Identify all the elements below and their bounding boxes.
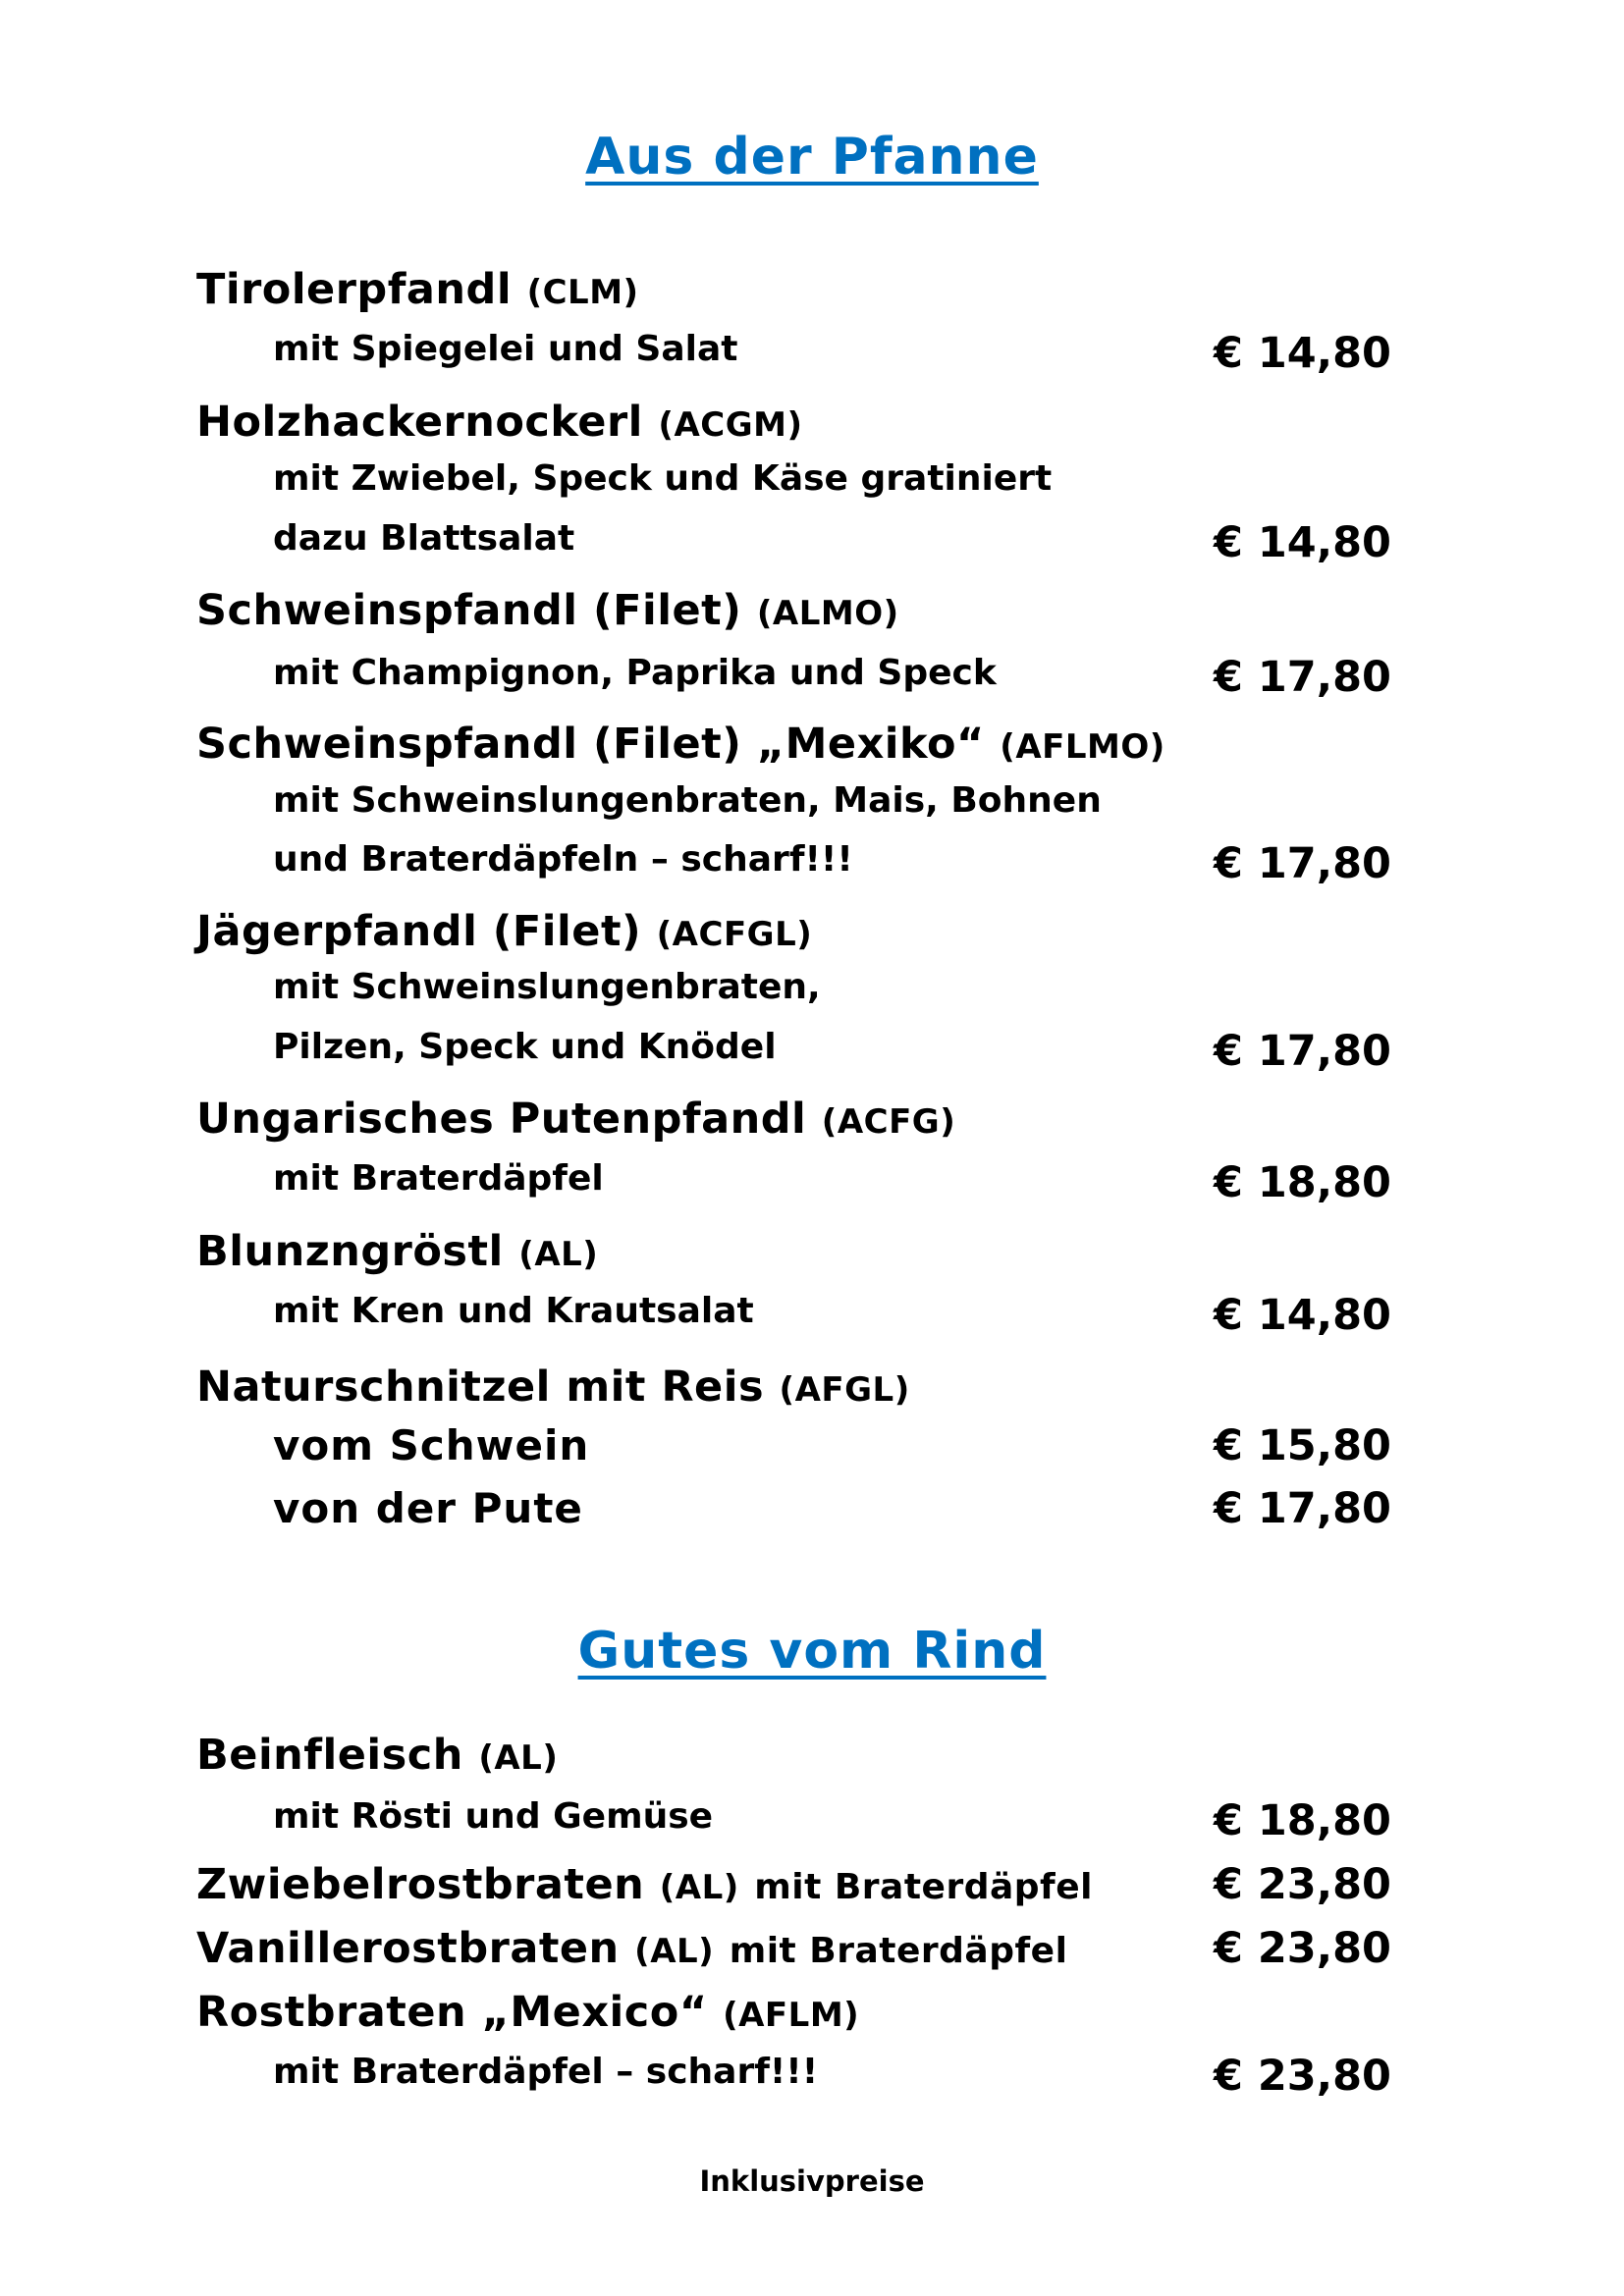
dish-description-row [0,458,1624,517]
dish-title [196,1731,558,1780]
dish-title-row [0,1988,1624,2047]
dish-name: Schweinspfandl (Filet) [196,586,742,635]
dish-title-row [0,907,1624,966]
allergen-code: (ACFG) [821,1102,956,1142]
dish-description-row [0,967,1624,1026]
dish-title [196,398,803,447]
dish-title [196,720,1165,769]
dish-title-row [0,586,1624,645]
dish-description: dazu Blattsalat [273,518,575,559]
dish-name: Vanillerostbraten [196,1924,620,1973]
dish-description-row [0,1158,1624,1217]
dish-side: mit Braterdäpfel [754,1867,1093,1907]
dish-title [196,586,899,635]
dish-description-row [0,518,1624,577]
allergen-code: (AFLM) [723,1996,860,2035]
dish-description: vom Schwein [273,1421,590,1469]
dish-name: Rostbraten „Mexico“ [196,1988,708,2037]
dish-price: € 17,80 [1214,839,1391,888]
allergen-code: (AL) [518,1235,599,1274]
dish-description: mit Braterdäpfel – scharf!!! [273,2052,819,2092]
dish-price: € 17,80 [1214,1027,1391,1076]
dish-name: Naturschnitzel mit Reis [196,1362,765,1412]
dish-description: mit Spiegelei und Salat [273,329,738,369]
dish-description-row [0,329,1624,388]
dish-description-row [0,1027,1624,1086]
dish-price: € 15,80 [1214,1421,1391,1470]
allergen-code: (ACGM) [658,405,803,445]
dish-description-row [0,653,1624,712]
dish-description: mit Zwiebel, Speck und Käse gratiniert [273,458,1053,499]
dish-description: mit Braterdäpfel [273,1158,604,1199]
dish-title [196,907,812,956]
dish-title-row [0,1924,1624,1983]
allergen-code: (AL) [478,1738,559,1778]
dish-description-row [0,839,1624,898]
allergen-code: (ACFGL) [656,915,813,954]
dish-title-row [0,1095,1624,1153]
dish-title [196,265,639,314]
allergen-code: (AL) [659,1868,739,1907]
dish-description: mit Rösti und Gemüse [273,1796,714,1837]
dish-description-row [0,1796,1624,1855]
dish-name: Tirolerpfandl [196,265,513,314]
dish-description: mit Champignon, Paprika und Speck [273,653,997,693]
allergen-code: (AL) [634,1932,715,1971]
dish-name: Jägerpfandl (Filet) [196,907,642,956]
dish-price: € 17,80 [1214,1484,1391,1533]
allergen-code: (CLM) [526,273,639,312]
dish-name: Schweinspfandl (Filet) „Mexiko“ [196,720,985,769]
dish-title [196,1227,598,1276]
dish-description: mit Schweinslungenbraten, Mais, Bohnen [273,780,1102,821]
section-heading: Gutes vom Rind [577,1622,1047,1681]
dish-side: mit Braterdäpfel [729,1931,1068,1971]
dish-description: von der Pute [273,1484,583,1532]
dish-price: € 17,80 [1214,653,1391,702]
dish-name: Beinfleisch [196,1731,463,1780]
dish-name: Blunzngröstl [196,1227,504,1276]
dish-title [196,1362,910,1412]
dish-description-row [0,2052,1624,2110]
dish-title-row [0,398,1624,456]
footer-note: Inklusivpreise [699,2164,925,2198]
dish-price: € 18,80 [1214,1796,1391,1845]
allergen-code: (AFLMO) [1000,727,1165,767]
dish-price: € 23,80 [1214,1860,1391,1909]
dish-description: mit Schweinslungenbraten, [273,967,821,1007]
dish-name: Ungarisches Putenpfandl [196,1095,807,1144]
dish-price: € 14,80 [1214,1291,1391,1340]
dish-price: € 23,80 [1214,1924,1391,1973]
dish-title [196,1095,955,1144]
dish-title-row [0,1731,1624,1789]
allergen-code: (ALMO) [756,594,899,633]
dish-description: Pilzen, Speck und Knödel [273,1027,777,1067]
dish-name: Holzhackernockerl [196,398,643,447]
dish-price: € 18,80 [1214,1158,1391,1207]
dish-description-row [0,1421,1624,1480]
dish-price: € 14,80 [1214,518,1391,567]
dish-title [196,1924,1067,1973]
dish-title-row [0,720,1624,778]
dish-title [196,1860,1093,1909]
dish-name: Zwiebelrostbraten [196,1860,645,1909]
dish-price: € 23,80 [1214,2052,1391,2101]
dish-description-row [0,1291,1624,1350]
dish-title-row [0,1362,1624,1421]
dish-description: mit Kren und Krautsalat [273,1291,754,1331]
dish-description-row [0,780,1624,839]
dish-title-row [0,1227,1624,1286]
dish-title-row [0,265,1624,324]
allergen-code: (AFGL) [779,1370,910,1410]
dish-title-row [0,1860,1624,1919]
dish-title [196,1988,859,2037]
dish-description-row [0,1484,1624,1543]
dish-price: € 14,80 [1214,329,1391,378]
section-heading: Aus der Pfanne [585,128,1039,187]
dish-description: und Braterdäpfeln – scharf!!! [273,839,853,880]
